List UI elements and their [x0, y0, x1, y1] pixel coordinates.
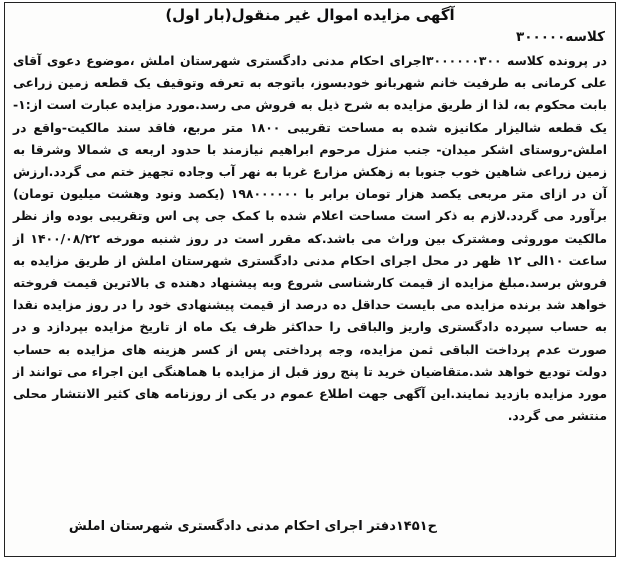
case-number: کلاسه۳۰۰۰۰۰ — [515, 29, 605, 45]
auction-notice — [4, 2, 616, 557]
notice-body: در پرونده کلاسه ۳۰۰۰۰۰۰۳۰۰اجرای احکام مدنی دادگستری شهرستان املش ،موضوع دعوی آقای علی کرمانی به طرفیت خانم شهربانو خودبسوز، باتوجه به تعرفه وتوقیف یک قطعه زمین زراعی بابت محکوم به، لذا از طریق مزایده به شرح ذیل به فروش می رسد.مورد مزایده عبارت است از:۱-یک قطعه شالیزار مکانیزه شده به مساحت تقریبی ۱۸۰۰ متر مربع، فاقد سند مالکیت-واقع در املش-روستای اشکر میدان- جنب منزل مرحوم ابراهیم نیازمند با حدود اربعه ی شمالا وشرقا به زمین زراعی شاهین خوب جنوبا به زهکش مزارع غربا به نهر آب وجاده تجهیز ختم می گردد.ارزش آن در ازای متر مربعی یکصد هزار تومان برابر با ۱۹۸۰۰۰۰۰۰ (یکصد ونود وهشت میلیون تومان) برآورد می گردد.لازم به ذکر است مساحت اعلام شده با کمک جی پی اس وتقریبی بوده واز نظر مالکیت موروثی ومشترک بین وراث می باشد.که مقرر است در روز شنبه مورخه ۱۴۰۰/۰۸/۲۲ از ساعت ۱۰الی ۱۲ ظهر در محل اجرای احکام مدنی دادگستری شهرستان املش از طریق مزایده به فروش برسد.مبلغ مزایده از قیمت کارشناسی شروع وبه پیشنهاد دهنده ی بالاترین قیمت فروخته خواهد شد برنده مزایده می بایست حداقل ده درصد از قیمت پیشنهادی خود را در روز مزایده نقدا به حساب سپرده دادگستری واریز والباقی را حداکثر ظرف یک ماه از تاریخ مزایده بپردازد و در صورت عدم پرداخت الباقی ثمن مزایده، وجه پرداختی پس از کسر هزینه های مزایده به حساب دولت تودیع خواهد شد.متقاضیان خرید تا پنج روز قبل از مزایده با هماهنگی این اجراء می توانند از مورد مزایده بازدید نمایند.این آگهی جهت اطلاع عموم در یکی از روزنامه های کثیر الانتشار محلی منتشر می گردد. — [13, 53, 608, 424]
notice-title: آگهی مزایده اموال غیر منقول(بار اول) — [165, 6, 455, 24]
issuing-office: ح۱۴۵۱دفتر اجرای احکام مدنی دادگستری شهرستان املش — [68, 519, 437, 534]
